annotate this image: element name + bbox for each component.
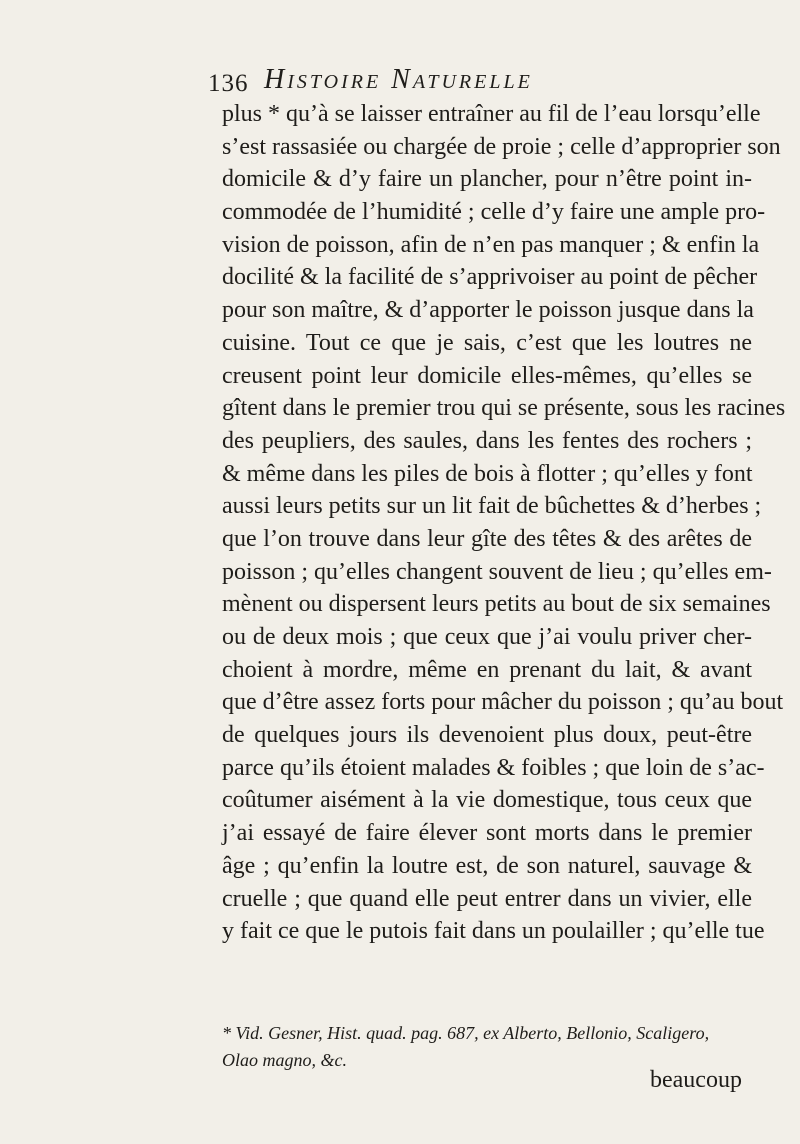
text-line: domicile & d’y faire un plancher, pour n’être point in-	[222, 166, 752, 193]
catchword: beaucoup	[650, 1067, 742, 1093]
text-line: s’est rassasiée ou chargée de proie ; celle d’approprier son	[222, 133, 781, 160]
text-line: de quelques jours ils devenoient plus doux, peut-être	[222, 722, 752, 749]
text-line: y fait ce que le putois fait dans un poulailler ; qu’elle tue	[222, 918, 765, 945]
text-line: pour son maître, & d’apporter le poisson jusque dans la	[222, 297, 754, 324]
text-line: vision de poisson, afin de n’en pas manquer ; & enfin la	[222, 231, 760, 258]
text-line: que d’être assez forts pour mâcher du poisson ; qu’au bout	[222, 689, 784, 716]
text-line: commodée de l’humidité ; celle d’y faire une ample pro-	[222, 199, 766, 226]
text-line: âge ; qu’enfin la loutre est, de son naturel, sauvage &	[222, 852, 752, 879]
text-line: choient à mordre, même en prenant du lait, & avant	[222, 656, 752, 683]
footnote	[222, 1020, 752, 1074]
text-line: ou de deux mois ; que ceux que j’ai voulu priver cher-	[222, 624, 752, 650]
text-line: parce qu’ils étoient malades & foibles ; que loin de s’ac-	[222, 754, 765, 781]
text-line: des peupliers, des saules, dans les fentes des rochers ;	[222, 427, 752, 454]
text-line: cruelle ; que quand elle peut entrer dans un vivier, elle	[222, 885, 752, 912]
text-line: cuisine. Tout ce que je sais, c’est que les loutres ne	[222, 329, 752, 356]
text-line: & même dans les piles de bois à flotter ; qu’elles y font	[222, 460, 753, 487]
text-line: creusent point leur domicile elles-mêmes, qu’elles se	[222, 362, 752, 389]
text-line: plus * qu’à se laisser entraîner au fil de l’eau lorsqu’elle	[222, 101, 761, 127]
text-line: j’ai essayé de faire élever sont morts dans le premier	[222, 820, 752, 847]
text-line: mènent ou dispersent leurs petits au bout de six semaines	[222, 591, 771, 618]
footnote-line: Olao magno, &c.	[222, 1050, 347, 1070]
page-number: 136	[208, 70, 249, 97]
running-title: Histoire Naturelle	[264, 64, 533, 95]
text-line: que l’on trouve dans leur gîte des têtes & des arêtes de	[222, 525, 752, 552]
text-line: gîtent dans le premier trou qui se présente, sous les racines	[222, 395, 786, 422]
text-line: coûtumer aisément à la vie domestique, tous ceux que	[222, 787, 752, 814]
text-line: poisson ; qu’elles changent souvent de lieu ; qu’elles em-	[222, 558, 772, 585]
main-text	[222, 98, 786, 948]
footnote-line: * Vid. Gesner, Hist. quad. pag. 687, ex Alberto, Bellonio, Scaligero,	[222, 1023, 710, 1043]
text-line: aussi leurs petits sur un lit fait de bûchettes & d’herbes ;	[222, 493, 762, 520]
text-line: docilité & la facilité de s’apprivoiser au point de pêcher	[222, 264, 758, 291]
